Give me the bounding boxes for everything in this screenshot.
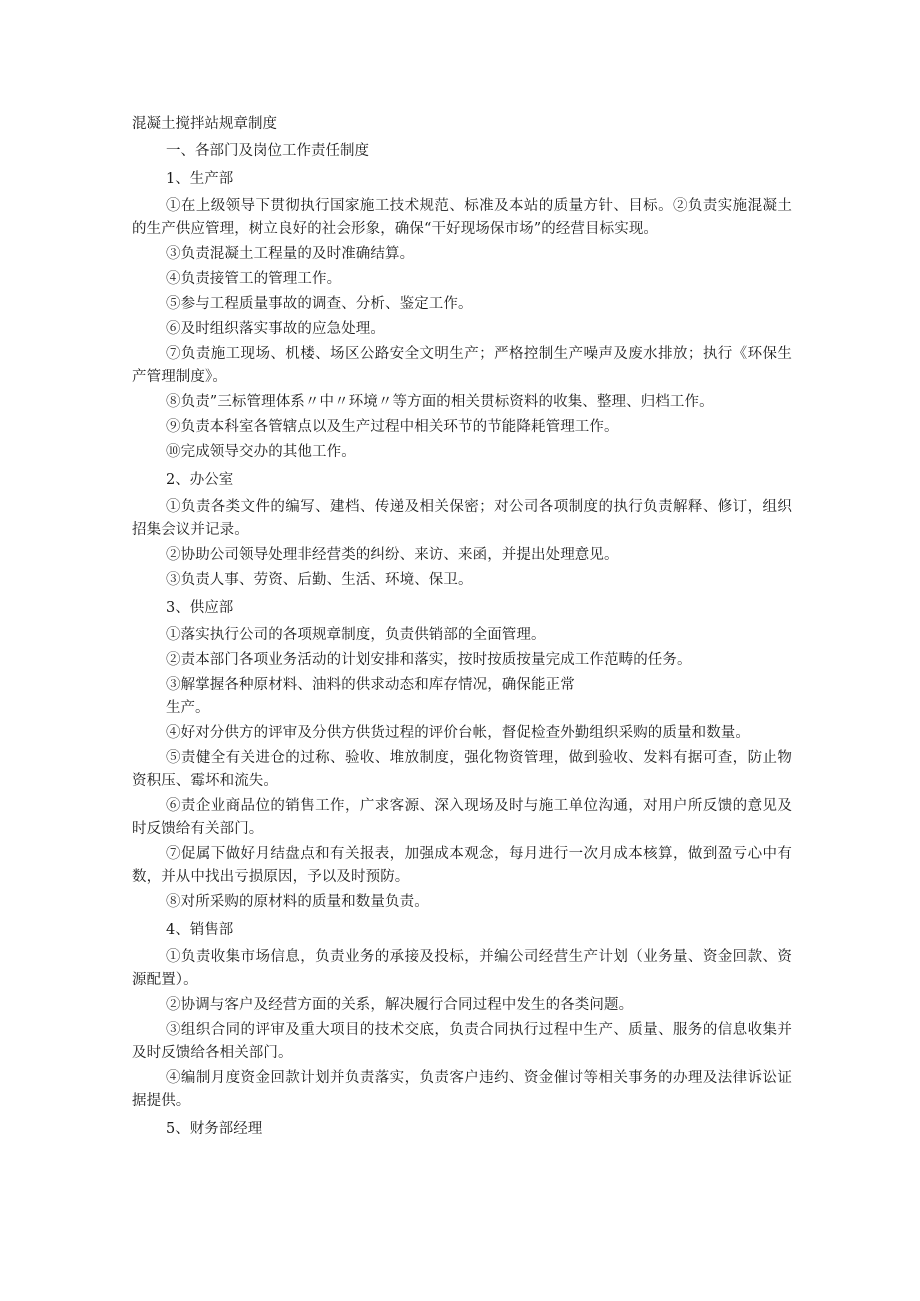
list-item: ③解掌握各种原材料、油料的供求动态和库存情况，确保能正常 — [166, 677, 575, 693]
list-item: ⑦促属下做好月结盘点和有关报表，加强成本观念，每月进行一次月成本核算，做到盈亏心中有数，并从中找出亏损原因，予以及时预防。 — [132, 846, 792, 885]
document-title: 混凝土搅拌站规章制度 — [132, 116, 277, 132]
list-item: ⑩完成领导交办的其他工作。 — [166, 444, 356, 460]
list-item: ④编制月度资金回款计划并负责落实，负责客户违约、资金催讨等相关事务的办理及法律诉讼证据提供。 — [132, 1070, 792, 1109]
list-item: ①负责各类文件的编写、建档、传递及相关保密；对公司各项制度的执行负责解释、修订，组织招集会议并记录。 — [132, 499, 792, 538]
list-item: ③负责混凝土工程量的及时准确结算。 — [166, 246, 415, 262]
dept-heading-office: 2、办公室 — [166, 472, 234, 488]
list-item: ③组织合同的评审及重大项目的技术交底，负责合同执行过程中生产、质量、服务的信息收集并及时反馈给各相关部门。 — [132, 1022, 792, 1061]
list-item: ②协助公司领导处理非经营类的纠纷、来访、来函，并提出处理意见。 — [166, 547, 619, 563]
list-item: ②协调与客户及经营方面的关系，解决履行合同过程中发生的各类问题。 — [166, 997, 634, 1013]
list-item: ⑤参与工程质量事故的调查、分析、鉴定工作。 — [166, 296, 473, 312]
list-item: ⑨负责本科室各管辖点以及生产过程中相关环节的节能降耗管理工作。 — [166, 419, 619, 435]
list-item: ①在上级领导下贯彻执行国家施工技术规范、标准及本站的质量方针、目标。②负责实施混凝土的生产供应管理，树立良好的社会形象，确保“干好现场保市场”的经营目标实现。 — [132, 198, 792, 237]
list-item: ①负责收集市场信息，负责业务的承接及投标，并编公司经营生产计划（业务量、资金回款、资源配置）。 — [132, 949, 792, 988]
dept-heading-supply: 3、供应部 — [166, 600, 234, 616]
list-item: ②责本部门各项业务活动的计划安排和落实，按时按质按量完成工作范畴的任务。 — [166, 652, 692, 668]
list-item: ④好对分供方的评审及分供方供货过程的评价台帐，督促检查外勤组织采购的质量和数量。 — [166, 725, 750, 741]
list-item-continuation: 生产。 — [166, 700, 210, 716]
list-item: ⑧负责”三标管理体系〃中〃环境〃等方面的相关贯标资料的收集、整理、归档工作。 — [166, 394, 714, 410]
document-body — [132, 112, 792, 1145]
list-item: ④负责接管工的管理工作。 — [166, 271, 342, 287]
list-item: ⑤责健全有关进仓的过称、验收、堆放制度，强化物资管理，做到验收、发料有据可查，防止物资积压、霉坏和流失。 — [132, 750, 792, 789]
list-item: ⑥责企业商品位的销售工作，广求客源、深入现场及时与施工单位沟通，对用户所反馈的意见及时反馈给有关部门。 — [132, 798, 792, 837]
dept-heading-sales: 4、销售部 — [166, 922, 234, 938]
dept-heading-finance: 5、财务部经理 — [166, 1121, 263, 1137]
section-heading: 一、各部门及岗位工作责任制度 — [166, 143, 369, 159]
list-item: ⑧对所采购的原材料的质量和数量负责。 — [166, 894, 429, 910]
list-item: ③负责人事、劳资、后勤、生活、环境、保卫。 — [166, 572, 473, 588]
list-item: ⑥及时组织落实事故的应急处理。 — [166, 321, 385, 337]
list-item: ⑦负责施工现场、机楼、场区公路安全文明生产；严格控制生产噪声及废水排放；执行《环保生产管理制度》。 — [132, 346, 792, 385]
list-item: ①落实执行公司的各项规章制度，负责供销部的全面管理。 — [166, 627, 546, 643]
dept-heading-production: 1、生产部 — [166, 171, 234, 187]
